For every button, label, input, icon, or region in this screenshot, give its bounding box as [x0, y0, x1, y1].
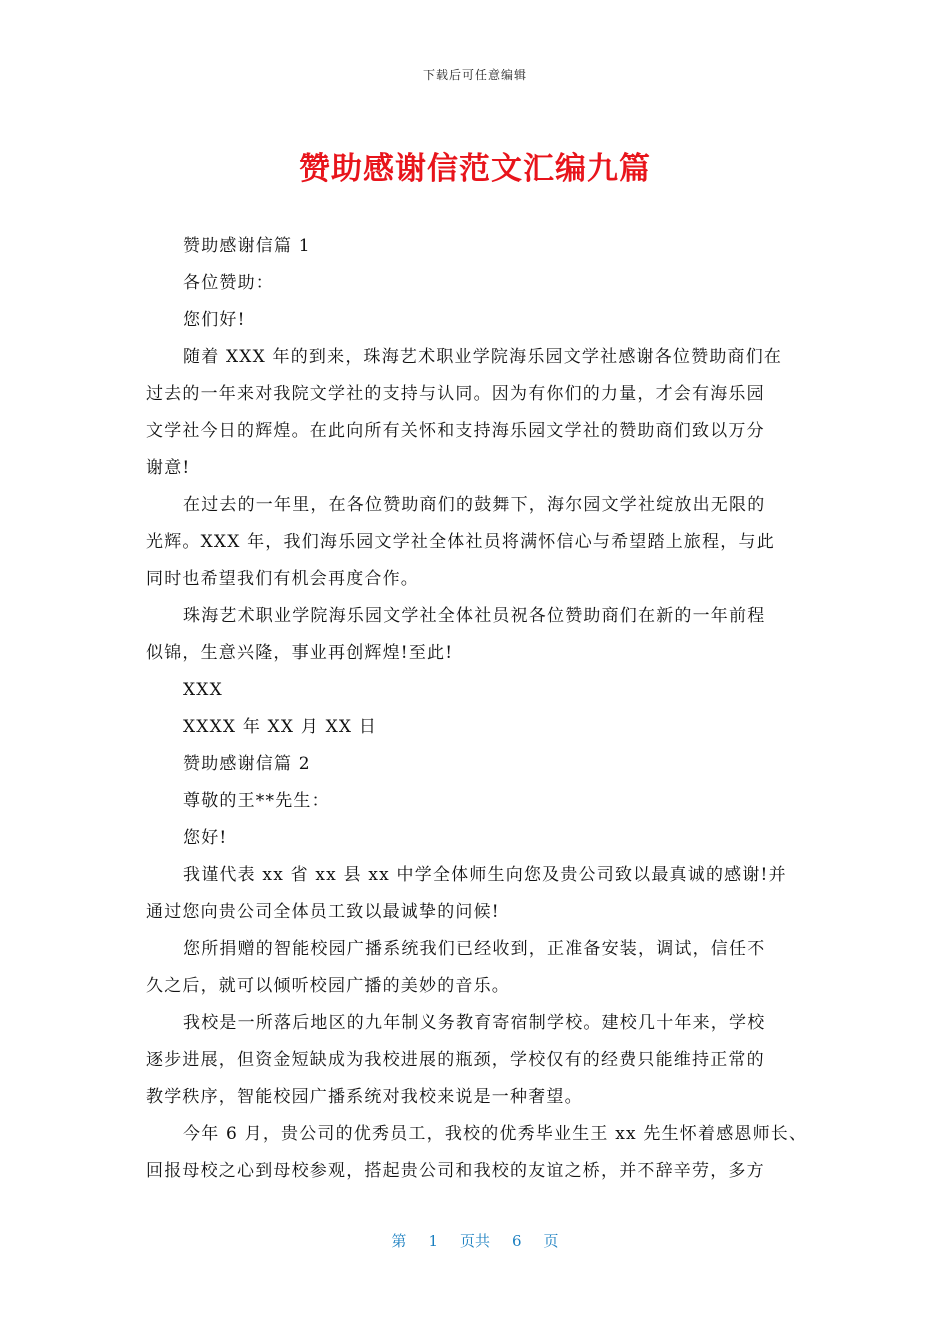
text-line: 教学秩序，智能校园广播系统对我校来说是一种奢望。: [146, 1087, 583, 1107]
text-line: 回报母校之心到母校参观，搭起贵公司和我校的友谊之桥，并不辞辛劳，多方: [146, 1161, 765, 1181]
text-line: 随着 XXX 年的到来，珠海艺术职业学院海乐园文学社感谢各位赞助商们在: [183, 347, 783, 367]
text-line: 通过您向贵公司全体员工致以最诚挚的问候!: [146, 902, 500, 922]
text-line: 赞助感谢信篇 1: [183, 236, 311, 256]
footer-prefix: 第: [391, 1232, 407, 1250]
text-line: 您所捐赠的智能校园广播系统我们已经收到，正准备安装，调试，信任不: [183, 939, 766, 959]
footer-mid: 页共: [459, 1232, 490, 1250]
header-note: 下载后可任意编辑: [422, 68, 527, 82]
text-line: 今年 6 月，贵公司的优秀员工，我校的优秀毕业生王 xx 先生怀着感恩师长、: [183, 1124, 808, 1144]
text-line: 我校是一所落后地区的九年制义务教育寄宿制学校。建校几十年来，学校: [183, 1013, 766, 1033]
text-line: 久之后，就可以倾听校园广播的美妙的音乐。: [146, 976, 510, 996]
text-line: 光辉。XXX 年，我们海乐园文学社全体社员将满怀信心与希望踏上旅程，与此: [146, 532, 775, 552]
text-line: 您好!: [183, 828, 228, 848]
document-title: 赞助感谢信范文汇编九篇: [299, 151, 651, 187]
text-line: 谢意!: [146, 458, 191, 478]
page-footer: [0, 1230, 950, 1251]
text-line: 似锦，生意兴隆，事业再创辉煌!至此!: [146, 643, 454, 663]
text-line: 各位赞助：: [183, 273, 274, 293]
text-line: 逐步进展，但资金短缺成为我校进展的瓶颈，学校仅有的经费只能维持正常的: [146, 1050, 765, 1070]
text-line: 文学社今日的辉煌。在此向所有关怀和支持海乐园文学社的赞助商们致以万分: [146, 421, 765, 441]
text-line: 过去的一年来对我院文学社的支持与认同。因为有你们的力量，才会有海乐园: [146, 384, 765, 404]
text-line: 赞助感谢信篇 2: [183, 754, 311, 774]
text-line: 您们好!: [183, 310, 246, 330]
current-page-number: 1: [428, 1232, 438, 1250]
document-body: [146, 228, 808, 1190]
total-page-count: 6: [512, 1232, 522, 1250]
text-line: 珠海艺术职业学院海乐园文学社全体社员祝各位赞助商们在新的一年前程: [183, 606, 766, 626]
text-line: 同时也希望我们有机会再度合作。: [146, 569, 419, 589]
text-line: 我谨代表 xx 省 xx 县 xx 中学全体师生向您及贵公司致以最真诚的感谢!并: [183, 865, 787, 885]
text-line: XXX: [183, 680, 223, 700]
text-line: 在过去的一年里，在各位赞助商们的鼓舞下，海尔园文学社绽放出无限的: [183, 495, 766, 515]
footer-suffix: 页: [543, 1232, 559, 1250]
text-line: 尊敬的王**先生：: [183, 791, 330, 811]
text-line: XXXX 年 XX 月 XX 日: [183, 717, 378, 737]
